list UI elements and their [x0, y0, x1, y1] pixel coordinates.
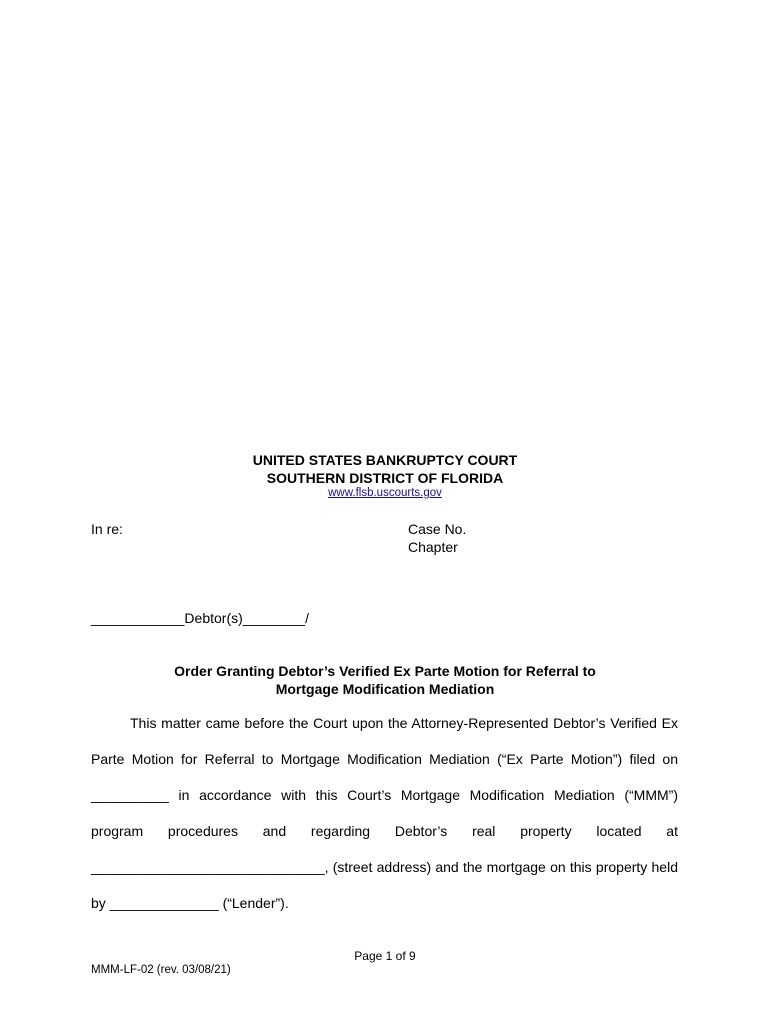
- court-website-link[interactable]: www.flsb.uscourts.gov: [328, 487, 442, 499]
- court-district: SOUTHERN DISTRICT OF FLORIDA: [266, 470, 504, 486]
- body-paragraph: This matter came before the Court upon the Attorney-Represented Debtor’s Verified Ex Parte Motion for Referral to Mortgage Modification Mediation (“Ex Parte Motion”) filed on __________ in accordance with this Court’s Mortgage Modification Mediation (“MMM”) program procedures and regarding Debtor’s real property located at ______________________________, (street address) and the mortgage on this property held by ______________ (“Lender”).: [91, 715, 678, 911]
- order-title-line2: Mortgage Modification Mediation: [275, 681, 495, 697]
- court-website: [0, 486, 770, 500]
- case-no-label: Case No.: [408, 521, 467, 537]
- court-name: UNITED STATES BANKRUPTCY COURT: [252, 452, 518, 468]
- page-number: Page 1 of 9: [354, 949, 416, 963]
- order-body: [91, 705, 678, 921]
- chapter-label: Chapter: [408, 539, 458, 555]
- form-id: MMM-LF-02 (rev. 03/08/21): [91, 964, 231, 976]
- debtor-line: ____________Debtor(s)________/: [91, 610, 309, 626]
- order-title-line1: Order Granting Debtor’s Verified Ex Parte Motion for Referral to: [174, 663, 596, 679]
- in-re-label: In re:: [91, 521, 123, 537]
